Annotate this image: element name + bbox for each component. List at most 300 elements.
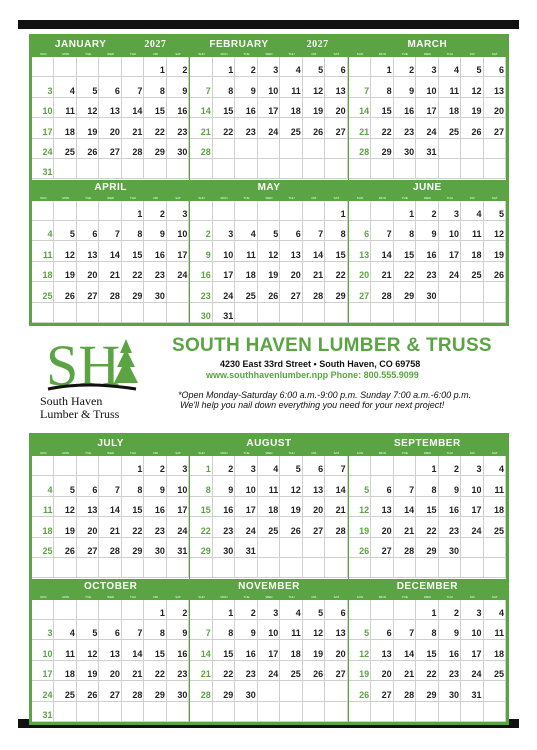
day-cell[interactable]: [484, 600, 506, 620]
day-cell[interactable]: [325, 303, 347, 323]
day-cell[interactable]: [325, 558, 347, 578]
day-cell[interactable]: [122, 98, 144, 118]
day-cell[interactable]: [54, 517, 76, 537]
day-cell[interactable]: [416, 98, 438, 118]
day-cell[interactable]: [54, 497, 76, 517]
day-cell[interactable]: [258, 600, 280, 620]
day-cell[interactable]: [394, 558, 416, 578]
day-cell[interactable]: [349, 139, 371, 159]
day-cell[interactable]: [258, 241, 280, 261]
day-cell[interactable]: [190, 57, 212, 77]
day-cell[interactable]: [394, 221, 416, 241]
day-cell[interactable]: [325, 57, 347, 77]
day-cell[interactable]: [461, 661, 483, 681]
day-cell[interactable]: [144, 139, 166, 159]
day-cell[interactable]: [190, 282, 212, 302]
day-cell[interactable]: [484, 57, 506, 77]
day-cell[interactable]: [144, 640, 166, 660]
day-cell[interactable]: [167, 517, 189, 537]
day-cell[interactable]: [32, 282, 54, 302]
day-cell[interactable]: [122, 201, 144, 221]
day-cell[interactable]: [371, 517, 393, 537]
day-cell[interactable]: [349, 118, 371, 138]
day-cell[interactable]: [280, 497, 302, 517]
day-cell[interactable]: [167, 538, 189, 558]
day-cell[interactable]: [122, 77, 144, 97]
day-cell[interactable]: [280, 159, 302, 179]
day-cell[interactable]: [394, 159, 416, 179]
day-cell[interactable]: [349, 262, 371, 282]
day-cell[interactable]: [99, 456, 121, 476]
day-cell[interactable]: [416, 118, 438, 138]
day-cell[interactable]: [213, 620, 235, 640]
day-cell[interactable]: [303, 497, 325, 517]
day-cell[interactable]: [122, 661, 144, 681]
day-cell[interactable]: [258, 118, 280, 138]
day-cell[interactable]: [258, 558, 280, 578]
day-cell[interactable]: [371, 620, 393, 640]
day-cell[interactable]: [416, 517, 438, 537]
day-cell[interactable]: [461, 303, 483, 323]
day-cell[interactable]: [416, 558, 438, 578]
day-cell[interactable]: [280, 640, 302, 660]
day-cell[interactable]: [144, 517, 166, 537]
day-cell[interactable]: [54, 702, 76, 722]
day-cell[interactable]: [32, 303, 54, 323]
day-cell[interactable]: [258, 139, 280, 159]
day-cell[interactable]: [258, 98, 280, 118]
day-cell[interactable]: [167, 476, 189, 496]
day-cell[interactable]: [77, 497, 99, 517]
day-cell[interactable]: [258, 517, 280, 537]
day-cell[interactable]: [167, 241, 189, 261]
day-cell[interactable]: [144, 118, 166, 138]
day-cell[interactable]: [32, 98, 54, 118]
day-cell[interactable]: [122, 159, 144, 179]
day-cell[interactable]: [144, 303, 166, 323]
day-cell[interactable]: [122, 476, 144, 496]
day-cell[interactable]: [394, 77, 416, 97]
day-cell[interactable]: [371, 640, 393, 660]
day-cell[interactable]: [122, 303, 144, 323]
day-cell[interactable]: [122, 241, 144, 261]
day-cell[interactable]: [167, 661, 189, 681]
day-cell[interactable]: [190, 241, 212, 261]
day-cell[interactable]: [190, 538, 212, 558]
day-cell[interactable]: [235, 303, 257, 323]
day-cell[interactable]: [54, 681, 76, 701]
day-cell[interactable]: [416, 661, 438, 681]
day-cell[interactable]: [416, 282, 438, 302]
day-cell[interactable]: [122, 139, 144, 159]
day-cell[interactable]: [99, 620, 121, 640]
day-cell[interactable]: [235, 201, 257, 221]
day-cell[interactable]: [32, 241, 54, 261]
day-cell[interactable]: [77, 517, 99, 537]
day-cell[interactable]: [371, 57, 393, 77]
day-cell[interactable]: [99, 98, 121, 118]
day-cell[interactable]: [122, 262, 144, 282]
day-cell[interactable]: [349, 640, 371, 660]
day-cell[interactable]: [349, 159, 371, 179]
day-cell[interactable]: [461, 77, 483, 97]
day-cell[interactable]: [258, 262, 280, 282]
day-cell[interactable]: [99, 221, 121, 241]
day-cell[interactable]: [325, 221, 347, 241]
day-cell[interactable]: [167, 558, 189, 578]
day-cell[interactable]: [54, 282, 76, 302]
day-cell[interactable]: [325, 139, 347, 159]
day-cell[interactable]: [484, 538, 506, 558]
day-cell[interactable]: [461, 282, 483, 302]
day-cell[interactable]: [280, 57, 302, 77]
day-cell[interactable]: [325, 262, 347, 282]
day-cell[interactable]: [99, 57, 121, 77]
day-cell[interactable]: [416, 139, 438, 159]
day-cell[interactable]: [32, 538, 54, 558]
day-cell[interactable]: [461, 98, 483, 118]
day-cell[interactable]: [77, 241, 99, 261]
day-cell[interactable]: [461, 497, 483, 517]
day-cell[interactable]: [461, 118, 483, 138]
day-cell[interactable]: [394, 57, 416, 77]
day-cell[interactable]: [484, 241, 506, 261]
day-cell[interactable]: [235, 57, 257, 77]
day-cell[interactable]: [190, 702, 212, 722]
day-cell[interactable]: [439, 77, 461, 97]
day-cell[interactable]: [144, 57, 166, 77]
day-cell[interactable]: [371, 262, 393, 282]
day-cell[interactable]: [77, 201, 99, 221]
day-cell[interactable]: [394, 702, 416, 722]
day-cell[interactable]: [190, 159, 212, 179]
day-cell[interactable]: [439, 57, 461, 77]
day-cell[interactable]: [144, 497, 166, 517]
day-cell[interactable]: [349, 201, 371, 221]
day-cell[interactable]: [416, 600, 438, 620]
day-cell[interactable]: [484, 77, 506, 97]
day-cell[interactable]: [77, 538, 99, 558]
day-cell[interactable]: [167, 139, 189, 159]
day-cell[interactable]: [325, 661, 347, 681]
day-cell[interactable]: [325, 517, 347, 537]
day-cell[interactable]: [258, 282, 280, 302]
day-cell[interactable]: [371, 159, 393, 179]
day-cell[interactable]: [144, 620, 166, 640]
day-cell[interactable]: [394, 661, 416, 681]
day-cell[interactable]: [439, 661, 461, 681]
day-cell[interactable]: [484, 139, 506, 159]
day-cell[interactable]: [167, 221, 189, 241]
day-cell[interactable]: [122, 600, 144, 620]
day-cell[interactable]: [371, 558, 393, 578]
day-cell[interactable]: [280, 118, 302, 138]
day-cell[interactable]: [258, 201, 280, 221]
day-cell[interactable]: [484, 517, 506, 537]
day-cell[interactable]: [32, 640, 54, 660]
day-cell[interactable]: [167, 640, 189, 660]
day-cell[interactable]: [303, 600, 325, 620]
day-cell[interactable]: [99, 497, 121, 517]
day-cell[interactable]: [325, 118, 347, 138]
day-cell[interactable]: [394, 517, 416, 537]
day-cell[interactable]: [99, 201, 121, 221]
day-cell[interactable]: [461, 558, 483, 578]
day-cell[interactable]: [235, 241, 257, 261]
day-cell[interactable]: [144, 661, 166, 681]
day-cell[interactable]: [122, 456, 144, 476]
day-cell[interactable]: [77, 640, 99, 660]
day-cell[interactable]: [394, 118, 416, 138]
day-cell[interactable]: [258, 661, 280, 681]
day-cell[interactable]: [461, 538, 483, 558]
day-cell[interactable]: [439, 702, 461, 722]
day-cell[interactable]: [439, 538, 461, 558]
day-cell[interactable]: [213, 159, 235, 179]
day-cell[interactable]: [213, 262, 235, 282]
day-cell[interactable]: [439, 159, 461, 179]
day-cell[interactable]: [99, 538, 121, 558]
day-cell[interactable]: [54, 456, 76, 476]
day-cell[interactable]: [122, 57, 144, 77]
day-cell[interactable]: [280, 262, 302, 282]
day-cell[interactable]: [461, 640, 483, 660]
day-cell[interactable]: [54, 159, 76, 179]
day-cell[interactable]: [325, 640, 347, 660]
day-cell[interactable]: [167, 118, 189, 138]
day-cell[interactable]: [349, 620, 371, 640]
day-cell[interactable]: [349, 538, 371, 558]
day-cell[interactable]: [213, 303, 235, 323]
day-cell[interactable]: [303, 262, 325, 282]
day-cell[interactable]: [235, 262, 257, 282]
day-cell[interactable]: [99, 241, 121, 261]
day-cell[interactable]: [416, 702, 438, 722]
day-cell[interactable]: [461, 681, 483, 701]
day-cell[interactable]: [484, 303, 506, 323]
day-cell[interactable]: [167, 620, 189, 640]
day-cell[interactable]: [349, 57, 371, 77]
day-cell[interactable]: [349, 221, 371, 241]
day-cell[interactable]: [190, 517, 212, 537]
day-cell[interactable]: [416, 159, 438, 179]
day-cell[interactable]: [484, 681, 506, 701]
day-cell[interactable]: [371, 77, 393, 97]
day-cell[interactable]: [484, 118, 506, 138]
day-cell[interactable]: [325, 201, 347, 221]
day-cell[interactable]: [144, 681, 166, 701]
day-cell[interactable]: [99, 159, 121, 179]
day-cell[interactable]: [325, 476, 347, 496]
day-cell[interactable]: [371, 282, 393, 302]
day-cell[interactable]: [325, 77, 347, 97]
day-cell[interactable]: [77, 620, 99, 640]
day-cell[interactable]: [303, 538, 325, 558]
day-cell[interactable]: [235, 702, 257, 722]
day-cell[interactable]: [349, 476, 371, 496]
day-cell[interactable]: [416, 201, 438, 221]
day-cell[interactable]: [213, 640, 235, 660]
day-cell[interactable]: [461, 57, 483, 77]
day-cell[interactable]: [167, 303, 189, 323]
day-cell[interactable]: [484, 201, 506, 221]
day-cell[interactable]: [394, 620, 416, 640]
day-cell[interactable]: [99, 262, 121, 282]
day-cell[interactable]: [349, 702, 371, 722]
day-cell[interactable]: [484, 558, 506, 578]
day-cell[interactable]: [77, 681, 99, 701]
day-cell[interactable]: [371, 303, 393, 323]
day-cell[interactable]: [122, 538, 144, 558]
day-cell[interactable]: [99, 600, 121, 620]
day-cell[interactable]: [54, 600, 76, 620]
day-cell[interactable]: [439, 201, 461, 221]
day-cell[interactable]: [439, 241, 461, 261]
day-cell[interactable]: [325, 538, 347, 558]
day-cell[interactable]: [144, 262, 166, 282]
day-cell[interactable]: [280, 201, 302, 221]
day-cell[interactable]: [349, 303, 371, 323]
day-cell[interactable]: [144, 558, 166, 578]
day-cell[interactable]: [213, 476, 235, 496]
day-cell[interactable]: [394, 681, 416, 701]
day-cell[interactable]: [32, 221, 54, 241]
day-cell[interactable]: [213, 681, 235, 701]
day-cell[interactable]: [190, 558, 212, 578]
day-cell[interactable]: [303, 201, 325, 221]
day-cell[interactable]: [280, 139, 302, 159]
day-cell[interactable]: [32, 702, 54, 722]
day-cell[interactable]: [371, 221, 393, 241]
day-cell[interactable]: [122, 640, 144, 660]
day-cell[interactable]: [439, 600, 461, 620]
day-cell[interactable]: [280, 517, 302, 537]
day-cell[interactable]: [54, 57, 76, 77]
day-cell[interactable]: [371, 241, 393, 261]
day-cell[interactable]: [394, 98, 416, 118]
day-cell[interactable]: [144, 282, 166, 302]
day-cell[interactable]: [303, 476, 325, 496]
day-cell[interactable]: [190, 303, 212, 323]
day-cell[interactable]: [371, 139, 393, 159]
day-cell[interactable]: [394, 139, 416, 159]
day-cell[interactable]: [32, 620, 54, 640]
day-cell[interactable]: [349, 681, 371, 701]
day-cell[interactable]: [213, 517, 235, 537]
day-cell[interactable]: [144, 241, 166, 261]
day-cell[interactable]: [235, 282, 257, 302]
day-cell[interactable]: [461, 159, 483, 179]
day-cell[interactable]: [144, 159, 166, 179]
day-cell[interactable]: [280, 77, 302, 97]
day-cell[interactable]: [213, 661, 235, 681]
day-cell[interactable]: [99, 118, 121, 138]
day-cell[interactable]: [144, 98, 166, 118]
day-cell[interactable]: [99, 640, 121, 660]
day-cell[interactable]: [77, 159, 99, 179]
day-cell[interactable]: [167, 702, 189, 722]
day-cell[interactable]: [303, 139, 325, 159]
day-cell[interactable]: [99, 558, 121, 578]
day-cell[interactable]: [394, 303, 416, 323]
day-cell[interactable]: [167, 681, 189, 701]
day-cell[interactable]: [258, 221, 280, 241]
day-cell[interactable]: [167, 497, 189, 517]
day-cell[interactable]: [371, 476, 393, 496]
day-cell[interactable]: [54, 118, 76, 138]
day-cell[interactable]: [54, 98, 76, 118]
day-cell[interactable]: [190, 681, 212, 701]
day-cell[interactable]: [280, 282, 302, 302]
day-cell[interactable]: [213, 282, 235, 302]
day-cell[interactable]: [484, 620, 506, 640]
day-cell[interactable]: [99, 139, 121, 159]
day-cell[interactable]: [303, 241, 325, 261]
day-cell[interactable]: [99, 681, 121, 701]
day-cell[interactable]: [280, 538, 302, 558]
day-cell[interactable]: [461, 517, 483, 537]
day-cell[interactable]: [484, 456, 506, 476]
day-cell[interactable]: [32, 497, 54, 517]
day-cell[interactable]: [258, 77, 280, 97]
day-cell[interactable]: [190, 497, 212, 517]
day-cell[interactable]: [394, 201, 416, 221]
day-cell[interactable]: [258, 303, 280, 323]
day-cell[interactable]: [439, 282, 461, 302]
website-and-phone[interactable]: www.southhavenlumber.npp Phone: 800.555.9099: [206, 370, 419, 380]
day-cell[interactable]: [144, 702, 166, 722]
day-cell[interactable]: [32, 600, 54, 620]
day-cell[interactable]: [349, 600, 371, 620]
day-cell[interactable]: [439, 221, 461, 241]
day-cell[interactable]: [167, 98, 189, 118]
day-cell[interactable]: [122, 558, 144, 578]
day-cell[interactable]: [394, 640, 416, 660]
day-cell[interactable]: [213, 139, 235, 159]
day-cell[interactable]: [32, 661, 54, 681]
day-cell[interactable]: [280, 661, 302, 681]
day-cell[interactable]: [77, 57, 99, 77]
day-cell[interactable]: [99, 282, 121, 302]
day-cell[interactable]: [461, 201, 483, 221]
day-cell[interactable]: [280, 221, 302, 241]
day-cell[interactable]: [235, 139, 257, 159]
day-cell[interactable]: [122, 620, 144, 640]
day-cell[interactable]: [394, 282, 416, 302]
day-cell[interactable]: [394, 456, 416, 476]
day-cell[interactable]: [280, 476, 302, 496]
day-cell[interactable]: [303, 620, 325, 640]
day-cell[interactable]: [439, 497, 461, 517]
day-cell[interactable]: [213, 118, 235, 138]
day-cell[interactable]: [394, 497, 416, 517]
day-cell[interactable]: [122, 517, 144, 537]
day-cell[interactable]: [371, 98, 393, 118]
day-cell[interactable]: [213, 201, 235, 221]
day-cell[interactable]: [349, 77, 371, 97]
day-cell[interactable]: [439, 640, 461, 660]
day-cell[interactable]: [213, 538, 235, 558]
day-cell[interactable]: [32, 118, 54, 138]
day-cell[interactable]: [303, 282, 325, 302]
day-cell[interactable]: [190, 221, 212, 241]
day-cell[interactable]: [144, 538, 166, 558]
day-cell[interactable]: [235, 118, 257, 138]
day-cell[interactable]: [258, 159, 280, 179]
day-cell[interactable]: [303, 517, 325, 537]
day-cell[interactable]: [235, 558, 257, 578]
day-cell[interactable]: [235, 538, 257, 558]
